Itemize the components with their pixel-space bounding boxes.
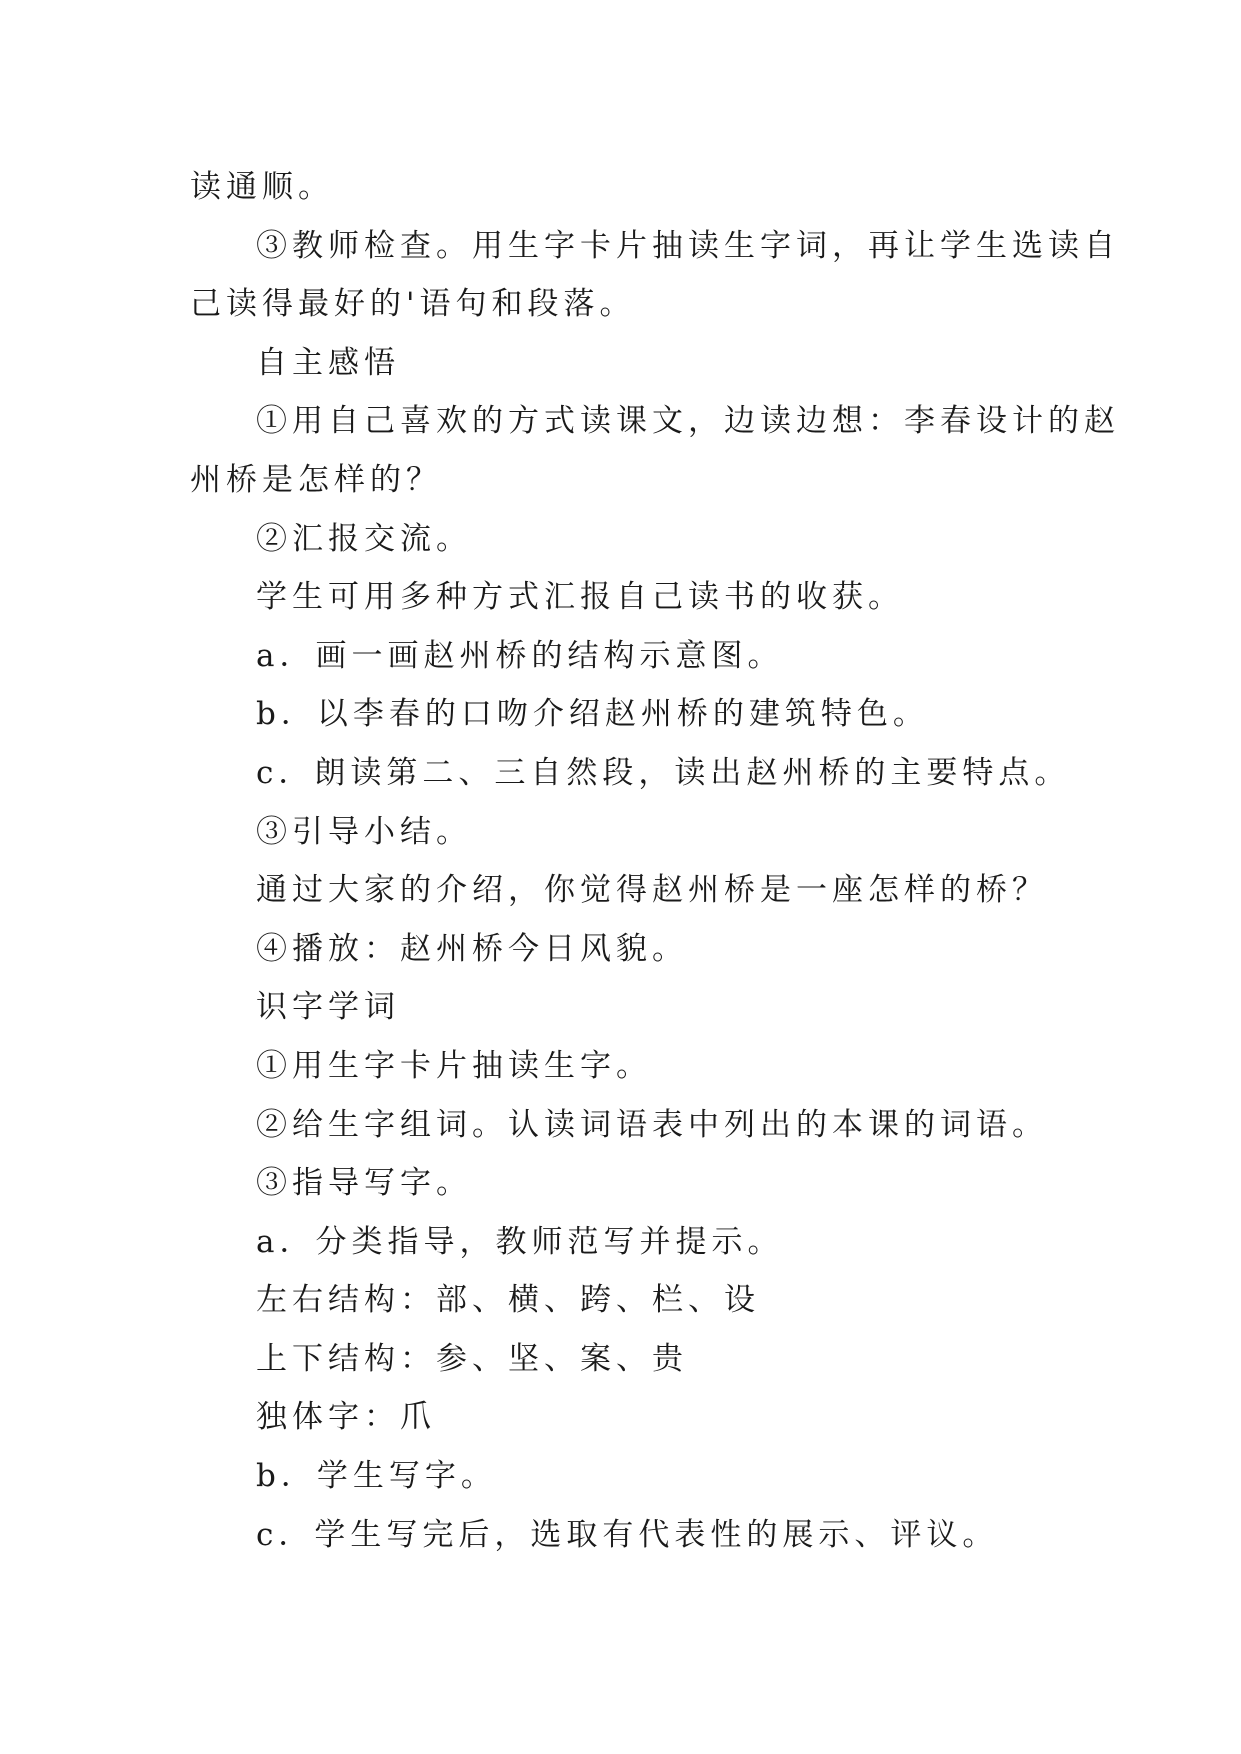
list-item: c．朗读第二、三自然段，读出赵州桥的主要特点。 <box>256 754 1071 791</box>
text-line: ①用自己喜欢的方式读课文，边读边想：李春设计的赵 <box>256 403 1120 440</box>
text-line: 州桥是怎样的？ <box>190 461 442 498</box>
text-line: 通过大家的介绍，你觉得赵州桥是一座怎样的桥？ <box>256 872 1048 909</box>
text-line: ③教师检查。用生字卡片抽读生字词，再让学生选读自 <box>256 227 1120 264</box>
text-line: 读通顺。 <box>190 169 334 205</box>
text-line: ①用生字卡片抽读生字。 <box>256 1047 652 1084</box>
list-item: b．学生写字。 <box>256 1458 497 1495</box>
text-line: 学生可用多种方式汇报自己读书的收获。 <box>256 579 904 616</box>
text-line: ②汇报交流。 <box>256 520 472 557</box>
list-item: b．以李春的口吻介绍赵州桥的建筑特色。 <box>256 696 929 733</box>
text-line: ③指导写字。 <box>256 1165 472 1202</box>
list-item: a．分类指导，教师范写并提示。 <box>256 1223 784 1260</box>
section-heading: 自主感悟 <box>256 344 400 381</box>
text-line: ②给生字组词。认读词语表中列出的本课的词语。 <box>256 1106 1048 1143</box>
list-item: c．学生写完后，选取有代表性的展示、评议。 <box>256 1516 999 1553</box>
text-line: ③引导小结。 <box>256 813 472 850</box>
text-line: 己读得最好的'语句和段落。 <box>190 286 636 323</box>
text-line: 上下结构：参、坚、案、贵 <box>256 1340 688 1377</box>
text-line: 独体字：爪 <box>256 1399 436 1436</box>
text-line: 左右结构：部、横、跨、栏、设 <box>256 1282 760 1319</box>
list-item: a．画一画赵州桥的结构示意图。 <box>256 637 784 674</box>
document-body <box>190 158 1120 1564</box>
text-line: ④播放：赵州桥今日风貌。 <box>256 930 688 967</box>
section-heading: 识字学词 <box>256 989 400 1026</box>
